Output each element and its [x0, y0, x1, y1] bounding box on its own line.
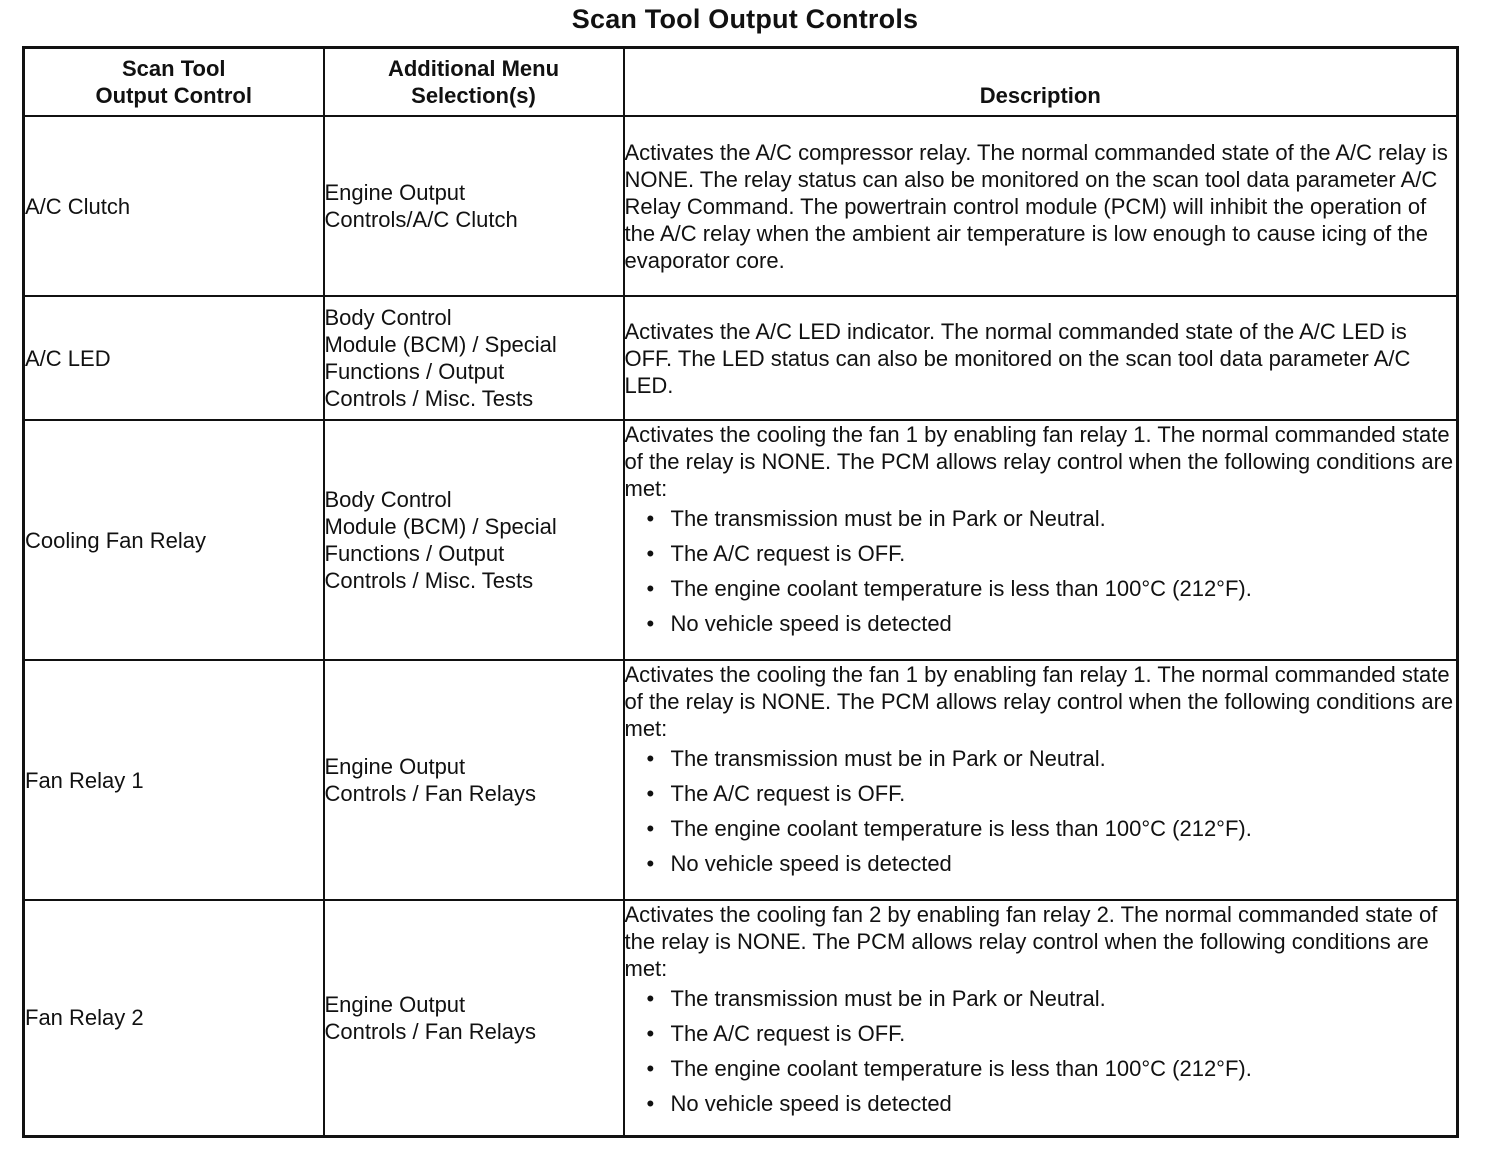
- menu-selection-cell: [324, 296, 624, 420]
- page-title: Scan Tool Output Controls: [571, 4, 919, 34]
- condition-item: • The A/C request is OFF.: [647, 540, 1457, 567]
- menu-selection-path: Engine Output Controls/A/C Clutch: [324, 180, 518, 232]
- condition-item: • No vehicle speed is detected: [647, 850, 1457, 877]
- header-menu-selections: [324, 48, 624, 117]
- output-control-cell: [24, 116, 324, 296]
- description-text: Activates the A/C LED indicator. The normal commanded state of the A/C LED is OFF. The LED status can also be monitored on the scan tool data parameter A/C LED.: [624, 318, 1411, 398]
- description-text: Activates the cooling the fan 1 by enabling fan relay 1. The normal commanded state of the relay is NONE. The PCM allows relay control when the following conditions are met:: [624, 662, 1454, 741]
- table-row: [24, 900, 1458, 1136]
- condition-item: • The A/C request is OFF.: [647, 780, 1457, 807]
- description-text: Activates the cooling the fan 1 by enabling fan relay 1. The normal commanded state of the relay is NONE. The PCM allows relay control when the following conditions are met:: [624, 422, 1454, 501]
- menu-selection-path: Engine Output Controls / Fan Relays: [324, 754, 537, 806]
- condition-item: • The engine coolant temperature is less than 100°C (212°F).: [647, 575, 1457, 602]
- condition-list: [625, 505, 1457, 637]
- output-control-cell: [24, 660, 324, 900]
- description-cell: [624, 420, 1458, 660]
- menu-selection-cell: [324, 900, 624, 1136]
- description-cell: [624, 900, 1458, 1136]
- header-row: [24, 48, 1458, 117]
- output-control-name: A/C Clutch: [25, 193, 131, 219]
- description-cell: [624, 116, 1458, 296]
- table-row: [24, 420, 1458, 660]
- menu-selection-path: Body Control Module (BCM) / Special Functions / Output Controls / Misc. Tests: [324, 487, 557, 593]
- output-control-name: A/C LED: [25, 345, 111, 371]
- output-control-name: Fan Relay 2: [25, 1005, 144, 1031]
- menu-selection-path: Engine Output Controls / Fan Relays: [324, 991, 537, 1044]
- header-description-label: Description: [979, 83, 1101, 108]
- output-control-cell: [24, 900, 324, 1136]
- menu-selection-cell: [324, 116, 624, 296]
- output-controls-table: [22, 46, 1459, 1138]
- condition-list: [625, 745, 1457, 877]
- header-output-control: [24, 48, 324, 117]
- output-control-name: Fan Relay 1: [25, 767, 144, 793]
- condition-item: • The engine coolant temperature is less than 100°C (212°F).: [647, 815, 1457, 842]
- output-control-cell: [24, 296, 324, 420]
- condition-item: • The transmission must be in Park or Neutral.: [647, 985, 1457, 1012]
- description-text: Activates the cooling fan 2 by enabling fan relay 2. The normal commanded state of the relay is NONE. The PCM allows relay control when the following conditions are met:: [624, 902, 1438, 981]
- condition-item: • The transmission must be in Park or Neutral.: [647, 745, 1457, 772]
- condition-list: [625, 985, 1457, 1117]
- header-menu-selections-label: Additional Menu Selection(s): [387, 56, 560, 108]
- menu-selection-cell: [324, 660, 624, 900]
- description-text: Activates the A/C compressor relay. The normal commanded state of the A/C relay is NONE. The relay status can also be monitored on the scan tool data parameter A/C Relay Command. The powertrain control module (PCM) will inhibit the operation of the A/C relay when the ambient air temperature is low enough to cause icing of the evaporator core.: [624, 139, 1448, 273]
- condition-item: • The engine coolant temperature is less than 100°C (212°F).: [647, 1055, 1457, 1082]
- condition-item: • No vehicle speed is detected: [647, 1090, 1457, 1117]
- table-row: [24, 116, 1458, 296]
- description-cell: [624, 296, 1458, 420]
- output-control-cell: [24, 420, 324, 660]
- table-row: [24, 296, 1458, 420]
- table-row: [24, 660, 1458, 900]
- menu-selection-cell: [324, 420, 624, 660]
- condition-item: • The A/C request is OFF.: [647, 1020, 1457, 1047]
- header-output-control-label: Scan Tool Output Control: [95, 56, 252, 108]
- menu-selection-path: Body Control Module (BCM) / Special Functions / Output Controls / Misc. Tests: [324, 305, 557, 411]
- output-control-name: Cooling Fan Relay: [25, 527, 206, 553]
- condition-item: • No vehicle speed is detected: [647, 610, 1457, 637]
- header-description: [624, 48, 1458, 117]
- description-cell: [624, 660, 1458, 900]
- condition-item: • The transmission must be in Park or Neutral.: [647, 505, 1457, 532]
